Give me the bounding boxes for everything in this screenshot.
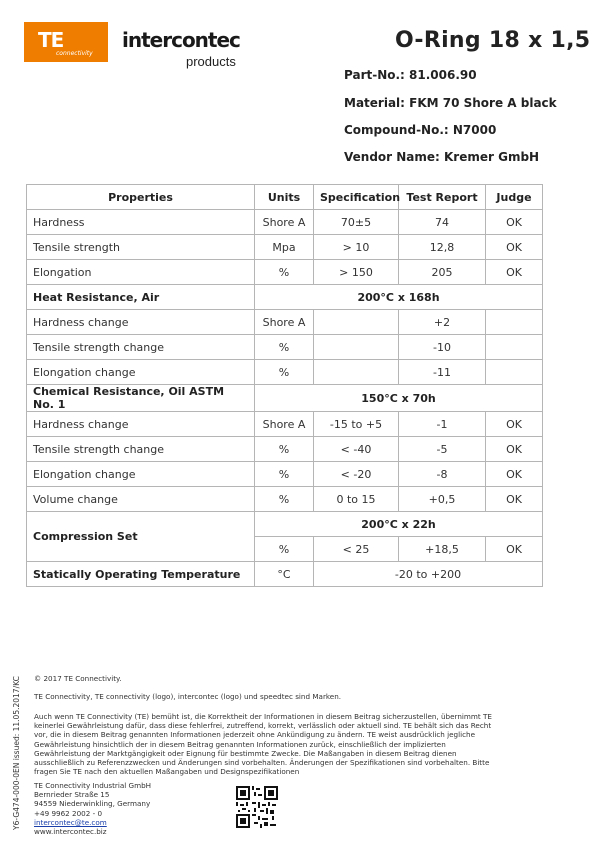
part-number: Part-No.: 81.006.90 xyxy=(344,68,477,82)
section-condition: 200°C x 168h xyxy=(255,285,543,310)
judge-cell xyxy=(486,360,543,385)
spec-cell: < -40 xyxy=(314,437,399,462)
result-cell: +2 xyxy=(399,310,486,335)
spec-cell xyxy=(314,310,399,335)
result-cell: 74 xyxy=(399,210,486,235)
unit-cell: Shore A xyxy=(255,412,314,437)
property-cell: Hardness xyxy=(27,210,255,235)
property-cell: Hardness change xyxy=(27,310,255,335)
property-cell: Tensile strength change xyxy=(27,335,255,360)
section-label: Statically Operating Temperature xyxy=(27,562,255,587)
compound-number: Compound-No.: N7000 xyxy=(344,123,497,137)
judge-cell xyxy=(486,310,543,335)
table-row xyxy=(27,235,543,260)
unit-cell: Shore A xyxy=(255,310,314,335)
section-label: Chemical Resistance, Oil ASTM No. 1 xyxy=(27,385,255,412)
section-label: Heat Resistance, Air xyxy=(27,285,255,310)
property-cell: Volume change xyxy=(27,487,255,512)
page-title: O-Ring 18 x 1,5 xyxy=(395,28,591,53)
property-cell: Hardness change xyxy=(27,412,255,437)
specification-table xyxy=(26,184,543,587)
disclaimer: Auch wenn TE Connectivity (TE) bemüht ist, die Korrektheit der Informationen in diesem Beitrag sicherzustellen, übernimmt TE keinerlei Gewährleistung dafür, dass diese fehlerfrei, zutreffend, korrekt, verlässlich oder aktuell sind. TE behält sich das Recht vor, die in diesem Beitrag genannten Informationen jederzeit ohne Ankündigung zu ändern. TE weist ausdrücklich jegliche Gewährleistung hinsichtlich der in diesem Beitrag genannten Informationen zurück, einschließlich der implizierten Gewährleistung der Marktgängigkeit oder Eignung für bestimmte Zwecke. Die Maßangaben in diesem Beitrag dienen ausschließlich zu Referenzzwecken und Änderungen sind vorbehalten. Änderungen der Spezifikationen sind vorbehalten. Bitte fragen Sie TE nach den aktuellen Maßangaben und Designspezifikationen xyxy=(34,712,492,777)
result-cell: +0,5 xyxy=(399,487,486,512)
temperature-range-cell: -20 to +200 xyxy=(314,562,543,587)
table-row xyxy=(27,260,543,285)
unit-cell: Mpa xyxy=(255,235,314,260)
section-row-static-temperature xyxy=(27,562,543,587)
table-row xyxy=(27,335,543,360)
result-cell: -11 xyxy=(399,360,486,385)
result-cell: -5 xyxy=(399,437,486,462)
result-cell: -8 xyxy=(399,462,486,487)
property-cell: Elongation xyxy=(27,260,255,285)
property-cell: Tensile strength change xyxy=(27,437,255,462)
unit-cell: % xyxy=(255,537,314,562)
judge-cell: OK xyxy=(486,235,543,260)
property-cell: Elongation change xyxy=(27,360,255,385)
column-header-specification: Specification xyxy=(314,185,399,210)
unit-cell: % xyxy=(255,260,314,285)
phone: +49 9962 2002 - 0 xyxy=(34,808,103,818)
property-cell: Elongation change xyxy=(27,462,255,487)
judge-cell: OK xyxy=(486,487,543,512)
spec-cell: -15 to +5 xyxy=(314,412,399,437)
section-row-compression-set xyxy=(27,512,543,537)
property-cell: Tensile strength xyxy=(27,235,255,260)
unit-cell: % xyxy=(255,360,314,385)
email-link[interactable]: intercontec@te.com xyxy=(34,817,107,827)
spec-cell: > 10 xyxy=(314,235,399,260)
intercontec-logo: intercontec xyxy=(122,28,240,52)
judge-cell xyxy=(486,335,543,360)
unit-cell: % xyxy=(255,335,314,360)
spec-cell xyxy=(314,360,399,385)
table-row xyxy=(27,210,543,235)
intercontec-products-label: products xyxy=(186,54,236,69)
column-header-units: Units xyxy=(255,185,314,210)
result-cell: -10 xyxy=(399,335,486,360)
judge-cell: OK xyxy=(486,437,543,462)
section-row-heat-resistance xyxy=(27,285,543,310)
judge-cell: OK xyxy=(486,537,543,562)
spec-cell: < 25 xyxy=(314,537,399,562)
result-cell: 12,8 xyxy=(399,235,486,260)
table-row xyxy=(27,310,543,335)
result-cell: +18,5 xyxy=(399,537,486,562)
document-code: Y6-G474-000-0EN issued: 11.05.2017/KC xyxy=(12,676,21,830)
table-row xyxy=(27,412,543,437)
website[interactable]: www.intercontec.biz xyxy=(34,827,107,837)
spec-cell: > 150 xyxy=(314,260,399,285)
judge-cell: OK xyxy=(486,260,543,285)
section-condition: 200°C x 22h xyxy=(255,512,543,537)
table-row xyxy=(27,437,543,462)
section-condition: 150°C x 70h xyxy=(255,385,543,412)
unit-cell: % xyxy=(255,437,314,462)
te-connectivity-logo xyxy=(24,22,108,62)
material: Material: FKM 70 Shore A black xyxy=(344,96,557,110)
judge-cell: OK xyxy=(486,462,543,487)
table-row xyxy=(27,360,543,385)
spec-cell: < -20 xyxy=(314,462,399,487)
qr-code-icon xyxy=(236,786,278,828)
city: 94559 Niederwinkling, Germany xyxy=(34,799,151,809)
unit-cell: % xyxy=(255,462,314,487)
section-row-chemical-resistance xyxy=(27,385,543,412)
result-cell: -1 xyxy=(399,412,486,437)
te-logo-mark: TE xyxy=(38,28,64,52)
spec-cell: 0 to 15 xyxy=(314,487,399,512)
spec-cell: 70±5 xyxy=(314,210,399,235)
trademarks: TE Connectivity, TE connectivity (logo), intercontec (logo) und speedtec sind Marken. xyxy=(34,692,342,701)
section-label: Compression Set xyxy=(27,512,255,562)
table-row xyxy=(27,487,543,512)
judge-cell: OK xyxy=(486,412,543,437)
spec-cell xyxy=(314,335,399,360)
copyright: © 2017 TE Connectivity. xyxy=(34,674,122,683)
te-logo-sub: connectivity xyxy=(56,50,93,57)
result-cell: 205 xyxy=(399,260,486,285)
unit-cell: % xyxy=(255,487,314,512)
unit-cell: °C xyxy=(255,562,314,587)
column-header-properties: Properties xyxy=(27,185,255,210)
company-address xyxy=(34,781,151,836)
vendor-name: Vendor Name: Kremer GmbH xyxy=(344,150,540,164)
street: Bernrieder Straße 15 xyxy=(34,790,110,800)
table-header-row xyxy=(27,185,543,210)
unit-cell: Shore A xyxy=(255,210,314,235)
column-header-judge: Judge xyxy=(486,185,543,210)
company-name: TE Connectivity Industrial GmbH xyxy=(34,781,152,790)
table-row xyxy=(27,462,543,487)
column-header-test-report: Test Report xyxy=(399,185,486,210)
judge-cell: OK xyxy=(486,210,543,235)
